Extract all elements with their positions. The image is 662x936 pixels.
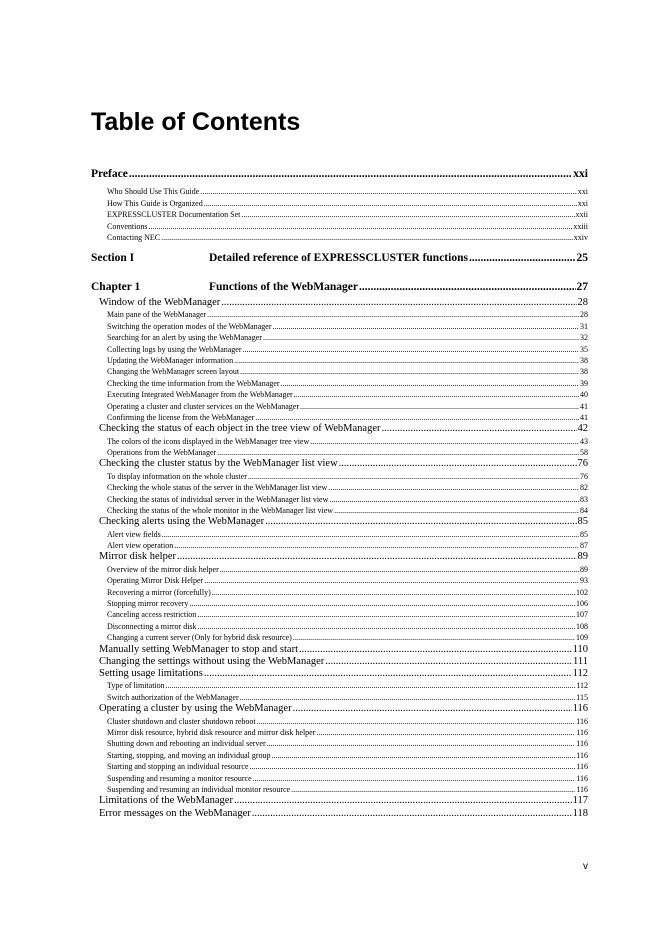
dot-leader — [220, 565, 579, 575]
toc-entry-page: 84 — [580, 505, 588, 515]
dot-leader — [248, 472, 579, 482]
toc-entry[interactable] — [107, 379, 588, 389]
page-number: v — [583, 861, 588, 872]
toc-entry[interactable] — [107, 333, 588, 343]
toc-entry-page: 85 — [577, 516, 588, 528]
dot-leader — [294, 390, 579, 400]
toc-entry[interactable] — [99, 808, 588, 820]
dot-leader — [329, 495, 579, 505]
toc-entry[interactable] — [99, 458, 588, 470]
dot-leader — [221, 297, 576, 309]
toc-entry-page: 28 — [577, 297, 588, 308]
toc-entry-label: How This Guide is Organized — [107, 199, 203, 208]
toc-entry-page: 117 — [572, 795, 588, 807]
toc-entry[interactable] — [107, 506, 588, 516]
toc-entry-label: Operating a cluster and cluster services on the WebManager — [107, 401, 300, 411]
toc-entry-page: 38 — [580, 355, 588, 365]
toc-entry-label: Disconnecting a mirror disk — [107, 621, 197, 631]
toc-entry[interactable] — [99, 668, 588, 680]
toc-entry-label: Suspending and resuming a monitor resource — [107, 773, 252, 783]
dot-leader — [267, 739, 576, 749]
toc-entry[interactable] — [107, 610, 588, 620]
toc-entry-page: 108 — [576, 621, 588, 631]
dot-leader — [273, 322, 580, 332]
toc-entry-label: Overview of the mirror disk helper — [107, 564, 219, 574]
toc-entry[interactable] — [107, 210, 588, 220]
toc-entry-label: Collecting logs by using the WebManager — [107, 344, 242, 354]
toc-entry[interactable] — [107, 222, 588, 232]
toc-entry[interactable] — [107, 633, 588, 643]
toc-entry-label: Detailed reference of EXPRESSCLUSTER functions — [209, 252, 468, 264]
toc-entry[interactable] — [107, 576, 588, 586]
toc-entry-label: Preface — [91, 168, 128, 180]
toc-entry-label: Type of limitation — [107, 681, 165, 691]
toc-entry[interactable] — [107, 785, 588, 795]
toc-entry-label: Changing the WebManager screen layout — [107, 367, 240, 377]
toc-entry-preface[interactable] — [91, 167, 588, 181]
toc-entry[interactable] — [107, 322, 588, 332]
toc-entry-page: 76 — [580, 471, 588, 481]
toc-entry[interactable] — [107, 448, 588, 458]
toc-entry-page: 112 — [572, 668, 588, 680]
dot-leader — [250, 762, 576, 772]
toc-entry-page: 58 — [580, 448, 588, 457]
toc-entry-page: 35 — [580, 344, 588, 354]
toc-entry[interactable] — [107, 310, 588, 320]
toc-entry-page: 76 — [577, 458, 588, 470]
toc-entry[interactable] — [107, 530, 588, 540]
dot-leader — [265, 516, 576, 528]
toc-entry-page: 111 — [573, 655, 588, 667]
toc-entry-page: 116 — [576, 716, 588, 726]
toc-entry-page: 83 — [580, 494, 588, 504]
toc-entry-label: Changing a current server (Only for hybrid disk resource) — [107, 633, 292, 643]
dot-leader — [162, 530, 579, 540]
toc-entry-page: 87 — [580, 541, 588, 550]
toc-entry-label: Who Should Use This Guide — [107, 187, 200, 196]
dot-leader — [469, 251, 576, 265]
toc-entry-page: xxiv — [573, 233, 588, 242]
toc-entry-page: 116 — [576, 773, 588, 783]
toc-entry[interactable] — [107, 483, 588, 493]
toc-entry-page: 42 — [577, 423, 588, 435]
dot-leader — [243, 345, 579, 355]
toc-entry[interactable] — [107, 345, 588, 355]
toc-entry-label: To display information on the whole cluster — [107, 471, 247, 481]
toc-entry-label: Switching the operation modes of the WebManager — [107, 321, 272, 331]
toc-entry[interactable] — [107, 599, 588, 609]
toc-entry-page: 32 — [580, 333, 588, 343]
toc-entry-page: 116 — [576, 727, 588, 737]
dot-leader — [129, 167, 572, 181]
dot-leader — [240, 693, 576, 703]
toc-entry-label: Contacting NEC — [107, 233, 161, 242]
toc-entry-page: 116 — [576, 750, 588, 760]
toc-entry[interactable] — [107, 199, 588, 209]
toc-entry-label: Searching for an alert by using the WebManager — [107, 333, 262, 343]
toc-entry-page: 102 — [576, 587, 588, 597]
dot-leader — [177, 551, 577, 563]
toc-entry-label: Stopping mirror recovery — [107, 598, 189, 608]
toc-entry-page: 89 — [577, 551, 588, 563]
dot-leader — [382, 423, 577, 435]
toc-entry-page: xxiii — [573, 222, 588, 231]
toc-entry[interactable] — [107, 739, 588, 749]
toc-entry[interactable] — [107, 762, 588, 772]
toc-entry[interactable] — [107, 693, 588, 703]
dot-leader — [339, 458, 577, 470]
toc-entry-page: 40 — [580, 390, 588, 400]
toc-entry-label: Checking the status of each object in the tree view of WebManager — [99, 423, 381, 435]
toc-entry-page: 93 — [580, 576, 588, 586]
dot-leader — [189, 599, 575, 609]
toc-entry-page: 116 — [576, 739, 588, 749]
dot-leader — [197, 610, 575, 620]
toc-entry[interactable] — [107, 751, 588, 761]
toc-entry-page: 27 — [576, 281, 588, 293]
toc-entry[interactable] — [107, 495, 588, 505]
toc-entry[interactable] — [107, 187, 588, 197]
toc-entry-page: 116 — [572, 703, 588, 715]
toc-entry-label: Checking alerts using the WebManager — [99, 516, 265, 528]
toc-entry-label: Main pane of the WebManager — [107, 310, 207, 320]
dot-leader — [299, 644, 572, 656]
toc-entry-label: Mirror disk resource, hybrid disk resource and mirror disk helper — [107, 727, 316, 737]
dot-leader — [291, 785, 575, 795]
toc-entry-label: EXPRESSCLUSTER Documentation Set — [107, 210, 241, 219]
toc-entry[interactable] — [107, 774, 588, 784]
toc-entry-label: Alert view operation — [107, 541, 174, 550]
toc-entry-label: Window of the WebManager — [99, 297, 221, 308]
toc-entry-page: 82 — [580, 483, 588, 493]
toc-entry[interactable] — [107, 541, 588, 551]
toc-entry[interactable] — [107, 413, 588, 423]
toc-entry-label: Switch authorization of the WebManager — [107, 692, 239, 702]
dot-leader — [281, 379, 580, 389]
dot-leader — [234, 356, 579, 366]
dot-leader — [255, 413, 579, 423]
toc-entry-page: 41 — [580, 412, 588, 422]
dot-leader — [241, 210, 574, 220]
toc-entry[interactable] — [107, 588, 588, 598]
toc-entry[interactable] — [99, 656, 588, 668]
dot-leader — [272, 751, 576, 761]
toc-entry-label: Operations from the WebManager — [107, 448, 217, 457]
toc-entry-label: Checking the whole status of the server in the WebManager list view — [107, 483, 328, 493]
dot-leader — [204, 668, 572, 680]
dot-leader — [252, 808, 572, 820]
toc-entry-label: Updating the WebManager information — [107, 355, 234, 365]
dot-leader — [359, 280, 576, 294]
toc-entry-section[interactable] — [91, 251, 588, 265]
toc-entry-label: Functions of the WebManager — [209, 281, 358, 293]
toc-entry[interactable] — [99, 297, 588, 309]
toc-entry-label: Operating a cluster by using the WebManager — [99, 703, 292, 715]
toc-entry-label: Starting and stopping an individual resource — [107, 762, 249, 772]
toc-entry[interactable] — [107, 402, 588, 412]
dot-leader — [200, 187, 576, 197]
toc-entry-label: Cluster shutdown and cluster shutdown reboot — [107, 716, 256, 726]
toc-entry-label: Recovering a mirror (forcefully) — [107, 587, 211, 597]
toc-entry-label: Checking the time information from the WebManager — [107, 378, 280, 388]
toc-entry-label: Alert view fields — [107, 529, 161, 539]
dot-leader — [316, 728, 575, 738]
toc-entry-label: Canceling access restriction — [107, 610, 197, 620]
toc-entry-label: Checking the status of the whole monitor in the WebManager list view — [107, 505, 334, 515]
toc-entry-page: 110 — [572, 643, 588, 655]
toc-entry-label: Shutting down and rebooting an individual server — [107, 739, 266, 749]
toc-entry-label: Confirming the license from the WebManager — [107, 412, 255, 422]
toc-entry-page: xxii — [575, 210, 588, 219]
dot-leader — [310, 437, 579, 447]
toc-entry[interactable] — [99, 516, 588, 528]
toc-entry-page: 118 — [572, 807, 588, 819]
toc-entry-label: Suspending and resuming an individual monitor resource — [107, 784, 291, 794]
toc-entry-label: Error messages on the WebManager — [99, 807, 251, 819]
toc-entry-page: xxi — [577, 187, 588, 196]
toc-entry-label: Changing the settings without using the WebManager — [99, 655, 325, 667]
dot-leader — [207, 310, 579, 320]
chapter-number: Chapter 1 — [91, 281, 141, 293]
toc-entry[interactable] — [99, 795, 588, 807]
dot-leader — [300, 402, 579, 412]
toc-entry[interactable] — [107, 728, 588, 738]
dot-leader — [334, 506, 579, 516]
dot-leader — [217, 448, 579, 458]
dot-leader — [198, 622, 575, 632]
dot-leader — [328, 483, 579, 493]
toc-entry-label: Mirror disk helper — [99, 551, 176, 563]
toc-entry[interactable] — [99, 644, 588, 656]
toc-entry-page: 116 — [576, 784, 588, 794]
toc-entry-label: Checking the cluster status by the WebManager list view — [99, 458, 338, 470]
toc-entry-label: Operating Mirror Disk Helper — [107, 576, 204, 586]
dot-leader — [161, 233, 573, 243]
toc-entry-page: 109 — [576, 633, 588, 643]
dot-leader — [204, 199, 577, 209]
toc-entry[interactable] — [107, 717, 588, 727]
toc-entry[interactable] — [107, 472, 588, 482]
toc-entry[interactable] — [107, 233, 588, 243]
section-number: Section I — [91, 252, 135, 264]
toc-entry-page: 116 — [576, 762, 588, 772]
toc-entry-page: 106 — [576, 598, 588, 608]
dot-leader — [257, 717, 576, 727]
toc-entry-label: Manually setting WebManager to stop and start — [99, 643, 299, 655]
dot-leader — [234, 795, 572, 807]
toc-entry-label: Starting, stopping, and moving an individual group — [107, 750, 271, 760]
toc-entry-page: 28 — [580, 310, 588, 320]
dot-leader — [148, 222, 572, 232]
page-title: Table of Contents — [91, 108, 301, 136]
dot-leader — [174, 541, 579, 551]
dot-leader — [253, 774, 576, 784]
toc-entry[interactable] — [107, 565, 588, 575]
toc-entry[interactable] — [107, 390, 588, 400]
toc-entry-page: 38 — [580, 367, 588, 377]
toc-entry-label: Setting usage limitations — [99, 668, 203, 680]
toc-entry-label: Checking the status of individual server in the WebManager list view — [107, 494, 329, 504]
toc-entry-page: 89 — [580, 564, 588, 574]
toc-entry[interactable] — [107, 622, 588, 632]
toc-entry[interactable] — [107, 356, 588, 366]
toc-entry[interactable] — [107, 681, 588, 691]
toc-entry[interactable] — [99, 551, 588, 563]
toc-entry-label: Executing Integrated WebManager from the WebManager — [107, 390, 293, 400]
dot-leader — [263, 333, 579, 343]
toc-entry[interactable] — [107, 367, 588, 377]
toc-entry-label: Limitations of the WebManager — [99, 795, 233, 807]
dot-leader — [240, 367, 579, 377]
dot-leader — [325, 656, 572, 668]
toc-entry-page: 31 — [580, 321, 588, 331]
toc-entry-chapter[interactable] — [91, 280, 588, 294]
dot-leader — [166, 681, 576, 691]
toc-entry-page: 25 — [576, 252, 588, 264]
toc-entry[interactable] — [99, 703, 588, 715]
toc-entry-page: 115 — [576, 692, 588, 702]
toc-entry-page: xxi — [577, 199, 588, 208]
toc-entry-page: 112 — [576, 681, 588, 691]
dot-leader — [204, 576, 579, 586]
toc-entry-page: 107 — [576, 610, 588, 620]
toc-entry-page: 43 — [580, 436, 588, 446]
dot-leader — [293, 703, 572, 715]
toc-entry[interactable] — [107, 437, 588, 447]
toc-entry-page: 39 — [580, 378, 588, 388]
toc-entry-page: 85 — [580, 529, 588, 539]
dot-leader — [293, 633, 575, 643]
toc-entry-page: 41 — [580, 401, 588, 411]
toc-entry-label: The colors of the icons displayed in the WebManager tree view — [107, 436, 310, 446]
toc-entry-label: Conventions — [107, 222, 148, 231]
toc-entry[interactable] — [99, 423, 588, 435]
dot-leader — [212, 588, 575, 598]
toc-entry-page: xxi — [573, 168, 588, 180]
